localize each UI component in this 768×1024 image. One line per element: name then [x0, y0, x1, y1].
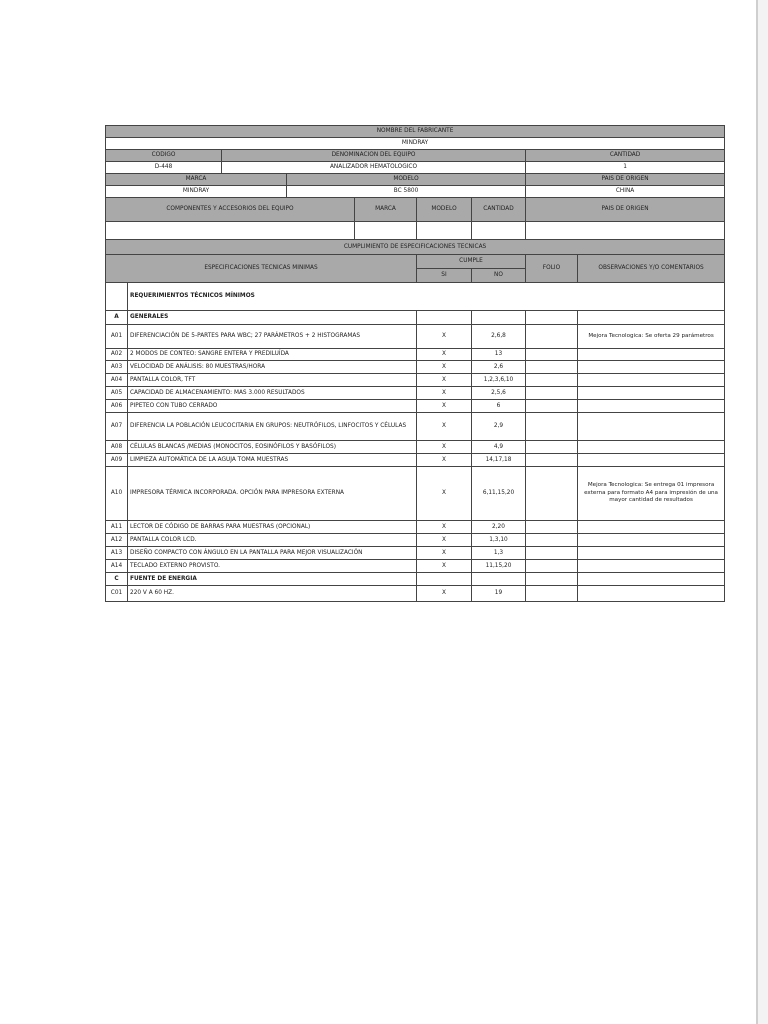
codigo-label: CODIGO — [106, 150, 222, 162]
section-a-code: A — [106, 311, 128, 325]
row-folio: 6,11,15,20 — [472, 467, 526, 521]
table-row — [106, 521, 725, 534]
row-observaciones — [578, 441, 725, 454]
componentes-empty — [472, 222, 526, 240]
row-observaciones — [578, 400, 725, 413]
row-folio: 14,17,18 — [472, 454, 526, 467]
table-row — [106, 387, 725, 400]
row-folio: 11,15,20 — [472, 560, 526, 573]
section-c-label: FUENTE DE ENERGIA — [128, 573, 417, 586]
row-code: A01 — [106, 325, 128, 349]
row-folio-col — [526, 454, 578, 467]
section-c-empty — [472, 573, 526, 586]
componentes-empty — [355, 222, 417, 240]
row-si: X — [417, 547, 472, 560]
row-folio-col — [526, 586, 578, 602]
table-row — [106, 374, 725, 387]
row-folio: 1,2,3,6,10 — [472, 374, 526, 387]
row-code: A09 — [106, 454, 128, 467]
row-folio-col — [526, 547, 578, 560]
section-a-label: GENERALES — [128, 311, 417, 325]
marca-value: MINDRAY — [106, 186, 287, 198]
row-observaciones — [578, 560, 725, 573]
row-folio-col — [526, 349, 578, 361]
componentes-empty — [417, 222, 472, 240]
section-c-empty — [526, 573, 578, 586]
page-edge-shadow — [758, 0, 768, 1024]
row-observaciones — [578, 521, 725, 534]
componentes-empty — [526, 222, 725, 240]
cumple-label: CUMPLE — [417, 255, 526, 269]
row-code: A02 — [106, 349, 128, 361]
table-row — [106, 413, 725, 441]
row-folio-col — [526, 413, 578, 441]
row-observaciones: Mejora Tecnologica: Se oferta 29 parámetros — [578, 325, 725, 349]
row-observaciones — [578, 374, 725, 387]
especificaciones-label: ESPECIFICACIONES TECNICAS MINIMAS — [106, 255, 417, 283]
row-si: X — [417, 349, 472, 361]
fabricante-value: MINDRAY — [106, 138, 725, 150]
row-folio: 2,20 — [472, 521, 526, 534]
si-label: SI — [417, 269, 472, 283]
row-folio-col — [526, 387, 578, 400]
row-si: X — [417, 387, 472, 400]
table-row — [106, 325, 725, 349]
row-folio: 2,5,6 — [472, 387, 526, 400]
row-spec: IMPRESORA TÉRMICA INCORPORADA. OPCIÓN PARA IMPRESORA EXTERNA — [128, 467, 417, 521]
pais-value: CHINA — [526, 186, 725, 198]
table-row — [106, 441, 725, 454]
denominacion-value: ANALIZADOR HEMATOLOGICO — [222, 162, 526, 174]
row-si: X — [417, 374, 472, 387]
folio-label: FOLIO — [526, 255, 578, 283]
table-row — [106, 534, 725, 547]
row-observaciones — [578, 586, 725, 602]
row-folio-col — [526, 400, 578, 413]
componentes-modelo: MODELO — [417, 198, 472, 222]
row-spec: DISEÑO COMPACTO CON ÁNGULO EN LA PANTALLA PARA MEJOR VISUALIZACIÓN — [128, 547, 417, 560]
row-folio-col — [526, 325, 578, 349]
table-row — [106, 349, 725, 361]
pais-label: PAIS DE ORIGEN — [526, 174, 725, 186]
row-spec: VELOCIDAD DE ANÁLISIS: 80 MUESTRAS/HORA — [128, 361, 417, 374]
observaciones-label: OBSERVACIONES Y/O COMENTARIOS — [578, 255, 725, 283]
row-observaciones — [578, 534, 725, 547]
row-spec: CAPACIDAD DE ALMACENAMIENTO: MAS 3.000 RESULTADOS — [128, 387, 417, 400]
row-si: X — [417, 586, 472, 602]
table-row — [106, 467, 725, 521]
row-si: X — [417, 467, 472, 521]
requerimientos-label: REQUERIMIENTOS TÉCNICOS MÍNIMOS — [128, 283, 725, 311]
row-spec: TECLADO EXTERNO PROVISTO. — [128, 560, 417, 573]
row-si: X — [417, 441, 472, 454]
row-spec: 2 MODOS DE CONTEO: SANGRE ENTERA Y PREDILUÍDA — [128, 349, 417, 361]
row-si: X — [417, 413, 472, 441]
row-si: X — [417, 454, 472, 467]
row-spec: PANTALLA COLOR, TFT — [128, 374, 417, 387]
row-folio-col — [526, 534, 578, 547]
componentes-marca: MARCA — [355, 198, 417, 222]
row-code: A08 — [106, 441, 128, 454]
section-a-empty — [526, 311, 578, 325]
row-folio: 4,9 — [472, 441, 526, 454]
row-folio: 1,3 — [472, 547, 526, 560]
cantidad-value: 1 — [526, 162, 725, 174]
section-a-empty — [417, 311, 472, 325]
row-code: A14 — [106, 560, 128, 573]
row-spec: PIPETEO CON TUBO CERRADO — [128, 400, 417, 413]
row-spec: DIFERENCIACIÓN DE 5-PARTES PARA WBC; 27 PARÁMETROS + 2 HISTOGRAMAS — [128, 325, 417, 349]
section-c-code: C — [106, 573, 128, 586]
row-observaciones — [578, 387, 725, 400]
row-si: X — [417, 534, 472, 547]
table-row — [106, 454, 725, 467]
row-si: X — [417, 361, 472, 374]
row-code: A04 — [106, 374, 128, 387]
row-folio-col — [526, 521, 578, 534]
row-code: A03 — [106, 361, 128, 374]
no-label: NO — [472, 269, 526, 283]
row-code: A05 — [106, 387, 128, 400]
row-observaciones — [578, 349, 725, 361]
row-si: X — [417, 560, 472, 573]
componentes-empty — [106, 222, 355, 240]
row-folio: 2,6,8 — [472, 325, 526, 349]
row-code: A13 — [106, 547, 128, 560]
row-folio-col — [526, 467, 578, 521]
section-c-empty — [417, 573, 472, 586]
cantidad-label: CANTIDAD — [526, 150, 725, 162]
row-code: A11 — [106, 521, 128, 534]
row-code: A07 — [106, 413, 128, 441]
row-folio: 6 — [472, 400, 526, 413]
specification-table — [105, 125, 725, 602]
modelo-label: MODELO — [287, 174, 526, 186]
cumplimiento-title: CUMPLIMIENTO DE ESPECIFICACIONES TECNICAS — [106, 240, 725, 255]
row-code: C01 — [106, 586, 128, 602]
row-folio-col — [526, 560, 578, 573]
row-observaciones: Mejora Tecnologica: Se entrega 01 impresora externa para formato A4 para impresión de una mayor cantidad de resultados — [578, 467, 725, 521]
componentes-cantidad: CANTIDAD — [472, 198, 526, 222]
codigo-value: D-448 — [106, 162, 222, 174]
row-folio: 2,9 — [472, 413, 526, 441]
requerimientos-code — [106, 283, 128, 311]
row-code: A12 — [106, 534, 128, 547]
row-folio: 13 — [472, 349, 526, 361]
row-si: X — [417, 400, 472, 413]
fabricante-label: NOMBRE DEL FABRICANTE — [106, 126, 725, 138]
denominacion-label: DENOMINACION DEL EQUIPO — [222, 150, 526, 162]
modelo-value: BC 5800 — [287, 186, 526, 198]
row-observaciones — [578, 413, 725, 441]
row-spec: CÉLULAS BLANCAS /MEDIAS (MONOCITOS, EOSINÓFILOS Y BASÓFILOS) — [128, 441, 417, 454]
row-folio: 1,3,10 — [472, 534, 526, 547]
row-spec: LIMPIEZA AUTOMÁTICA DE LA AGUJA TOMA MUESTRAS — [128, 454, 417, 467]
row-observaciones — [578, 361, 725, 374]
section-a-empty — [472, 311, 526, 325]
table-row — [106, 547, 725, 560]
row-spec: 220 V A 60 HZ. — [128, 586, 417, 602]
row-si: X — [417, 521, 472, 534]
row-si: X — [417, 325, 472, 349]
row-spec: PANTALLA COLOR LCD. — [128, 534, 417, 547]
row-observaciones — [578, 454, 725, 467]
table-row — [106, 560, 725, 573]
marca-label: MARCA — [106, 174, 287, 186]
componentes-label: COMPONENTES Y ACCESORIOS DEL EQUIPO — [106, 198, 355, 222]
componentes-pais: PAIS DE ORIGEN — [526, 198, 725, 222]
section-c-empty — [578, 573, 725, 586]
row-folio-col — [526, 361, 578, 374]
table-row — [106, 400, 725, 413]
row-folio-col — [526, 374, 578, 387]
row-observaciones — [578, 547, 725, 560]
row-folio: 2,6 — [472, 361, 526, 374]
row-folio: 19 — [472, 586, 526, 602]
section-a-empty — [578, 311, 725, 325]
table-row — [106, 361, 725, 374]
row-spec: DIFERENCIA LA POBLACIÓN LEUCOCITARIA EN GRUPOS: NEUTRÓFILOS, LINFOCITOS Y CÉLULAS — [128, 413, 417, 441]
row-spec: LECTOR DE CÓDIGO DE BARRAS PARA MUESTRAS (OPCIONAL) — [128, 521, 417, 534]
row-code: A10 — [106, 467, 128, 521]
table-row — [106, 586, 725, 602]
row-code: A06 — [106, 400, 128, 413]
row-folio-col — [526, 441, 578, 454]
